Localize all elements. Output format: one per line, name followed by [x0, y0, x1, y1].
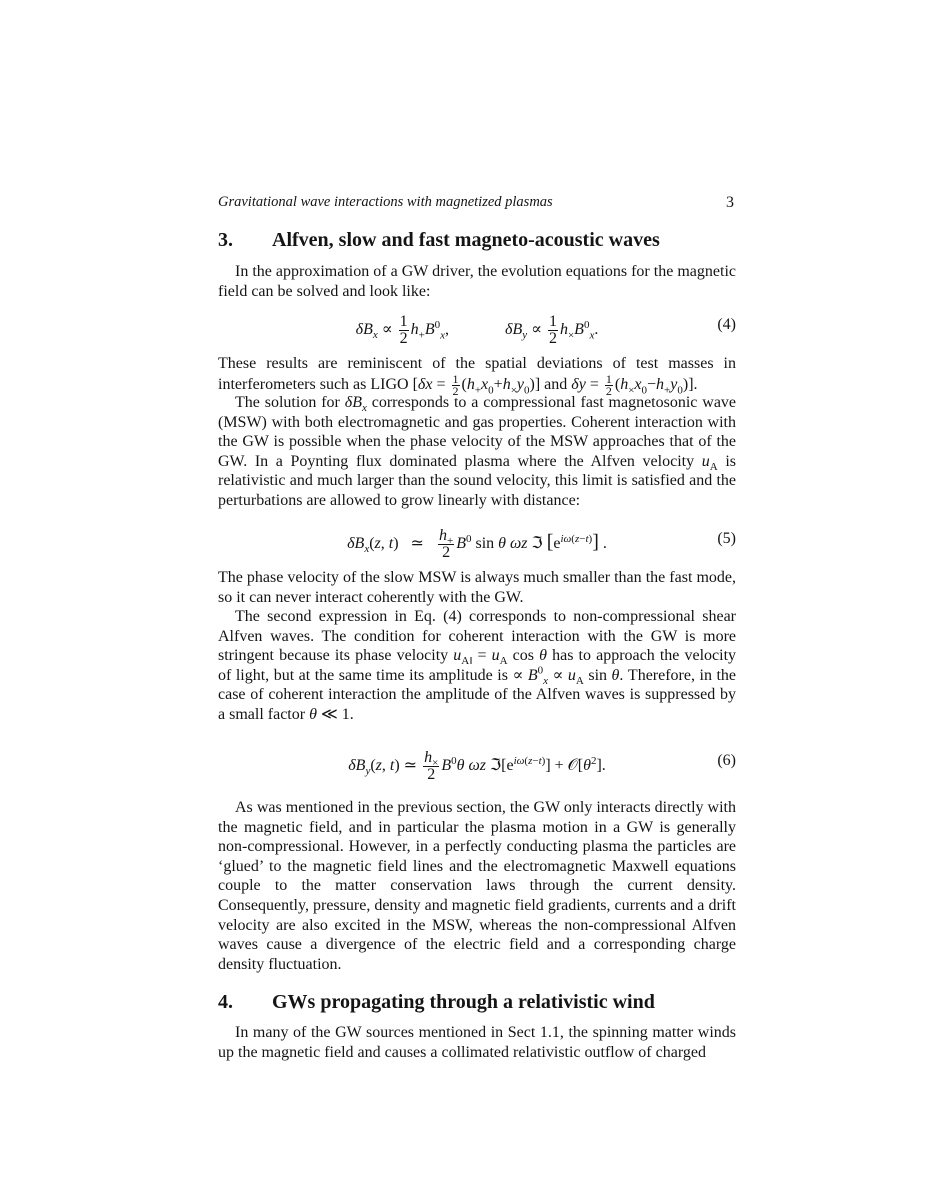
- section-title: GWs propagating through a relativistic wind: [272, 991, 655, 1013]
- paragraph: The phase velocity of the slow MSW is always much smaller than the fast mode, so it can never interact coherently with the GW.: [218, 569, 736, 606]
- equation-body: $\delta B_x(z$, t) ≃ $\frac{h_+}{2}$ $B^0$ sin θ ωz ℑ $[e^{i\omega(z-t)}]$ .: [347, 527, 607, 561]
- paragraph: The second expression in Eq. (4) corresponds to non-compressional shear Alfven waves. The condition for coherent interaction with the GW is more stringent because its phase velocity $u_{A‖} = u_A$ cos θ has to approach the velocity of light, but at the same time its amplitude is ∝ $B^0_x \propto u_A$ sin θ. Therefore, in the case of coherent interaction the amplitude of the Alfven waves is suppressed by a small factor θ ≪ 1.: [218, 608, 737, 723]
- text-run: is relativistic and much larger than the sound velocity, this limit is satisfied and the perturbations are allowed to grow linearly with distance:: [218, 452, 737, 509]
- text-run: The second expression in Eq. (4) corresponds to non-compressional shear Alfven waves. The condition for coherent interaction with the GW is more stringent because its phase velocity: [218, 608, 736, 665]
- section-title: Alfven, slow and fast magneto-acoustic waves: [272, 229, 660, 251]
- section-3-heading: [218, 229, 660, 252]
- text-run: corresponds to a compressional fast magnetosonic wave (MSW) with both electromagnetic and gas properties. Coherent interaction with the GW is possible when the phase velocity of the MSW approaches that of the GW. In a Poynting flux dominated plasma where the Alfven velocity: [218, 394, 737, 470]
- equation-number: (4): [717, 316, 736, 333]
- page-number: 3: [726, 194, 734, 211]
- paragraph: These results are reminiscent of the spatial deviations of test masses in interferometers such as LIGO [δx = $\frac{1}{2}$ $(h_+x_0+h_\times y_0)$] and δy = $\frac{1}{2}$ $(h_\times x_0-h_+y_0)$].: [218, 355, 736, 398]
- equation-number: (6): [717, 752, 736, 769]
- paragraph: In the approximation of a GW driver, the evolution equations for the magnetic field can be solved and look like:: [218, 263, 736, 300]
- running-title: Gravitational wave interactions with magnetized plasmas: [218, 194, 553, 210]
- paragraph: In many of the GW sources mentioned in Sect 1.1, the spinning matter winds up the magnetic field and causes a collimated relativistic outflow of charged: [218, 1024, 736, 1061]
- equation-body: $\delta B_x$ ∝ $\frac{1}{2}$ $h_+B^0_x$, $\delta B_y$ ∝ $\frac{1}{2}$ $h_\times B^0_x$.: [355, 313, 599, 347]
- section-4-heading: [218, 991, 655, 1014]
- text-run: ].: [688, 375, 698, 393]
- paragraph: As was mentioned in the previous section, the GW only interacts directly with the magnetic field, and in particular the plasma motion in a GW is generally non-compressional. However, in a perfectly conducting plasma the particles are ‘glued’ to the magnetic field lines and the electromagnetic Maxwell equations couple to the matter conservation laws through the current density. Consequently, pressure, density and magnetic field gradients, currents and a drift velocity are also excited in the MSW, whereas the non-compressional Alfven waves cause a divergence of the electric field and a corresponding charge density fluctuation.: [218, 799, 736, 973]
- equation-6: [218, 742, 736, 782]
- text-run: These results are reminiscent of the spatial deviations of test masses in interferometers such as LIGO [: [218, 355, 736, 393]
- text-run: ] and: [534, 375, 568, 393]
- equation-5: [218, 520, 736, 560]
- equation-4: [218, 306, 736, 346]
- section-number: 3.: [218, 229, 233, 251]
- section-number: 4.: [218, 991, 233, 1013]
- paragraph: The solution for $\delta B_x$ corresponds to a compressional fast magnetosonic wave (MSW) with both electromagnetic and gas properties. Coherent interaction with the GW is possible when the phase velocity of the MSW approaches that of the GW. In a Poynting flux dominated plasma where the Alfven velocity $u_A$ is relativistic and much larger than the sound velocity, this limit is satisfied and the perturbations are allowed to grow linearly with distance:: [218, 394, 737, 509]
- equation-number: (5): [717, 530, 736, 547]
- text-run: The solution for: [235, 394, 340, 411]
- text-run: . Therefore, in the case of coherent interaction the amplitude of the Alfven waves is suppressed by a small factor: [218, 666, 737, 723]
- running-header: [218, 194, 736, 216]
- equation-body: $\delta B_y(z$, t) ≃ $\frac{h_\times}{2}$ $B^0\theta$ ωz $ℑ[e^{i\omega(z-t)}]$ + $𝒪[\theta^2]$.: [348, 749, 606, 783]
- text-run: has to approach the velocity of light, but at the same time its amplitude is: [218, 647, 737, 684]
